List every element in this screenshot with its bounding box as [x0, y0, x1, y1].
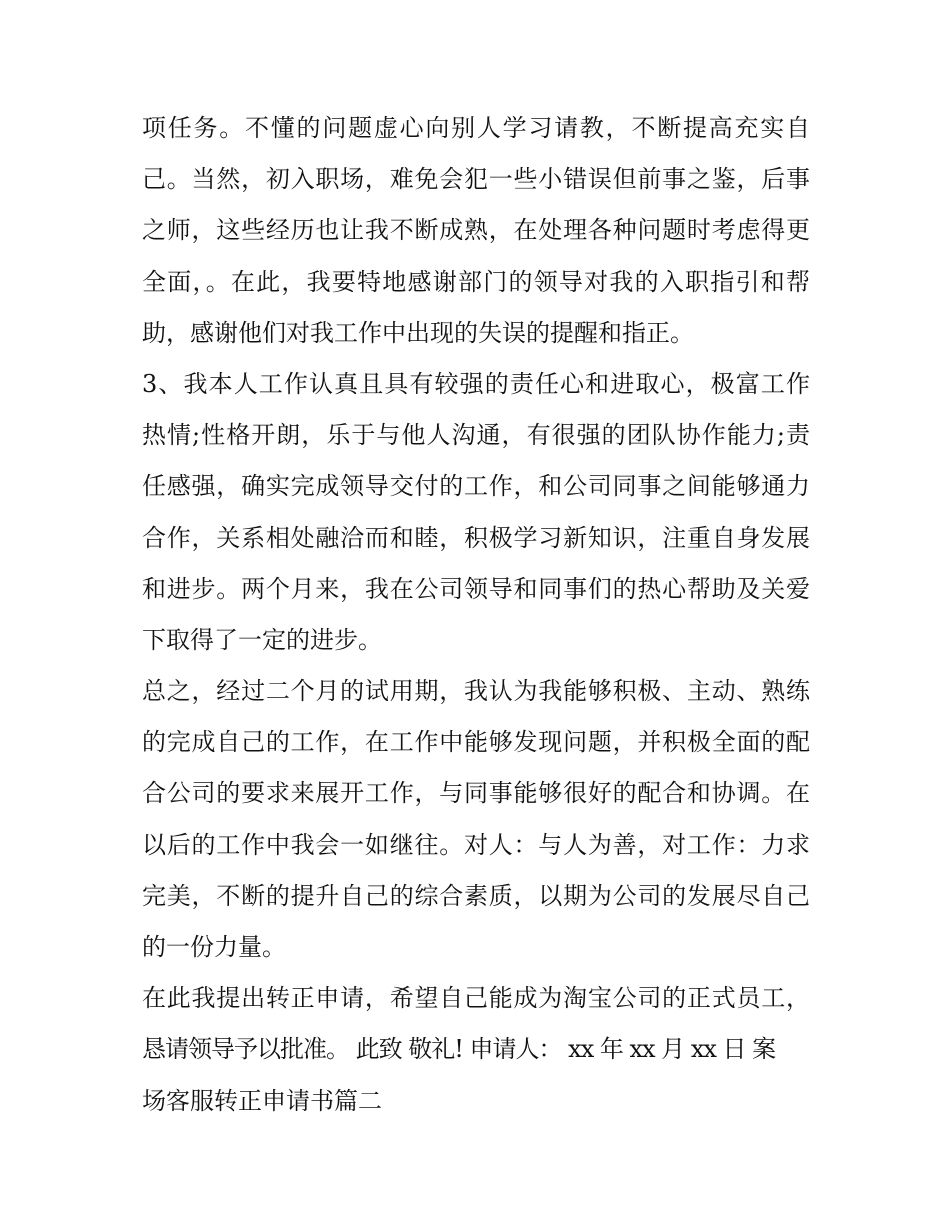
document-body	[142, 103, 810, 1127]
text-line: 项任务。不懂的问题虚心向别人学习请教，不断提高充实自	[142, 114, 810, 142]
text-line: 总之，经过二个月的试用期，我认为我能够积极、主动、熟练	[142, 677, 810, 706]
text-line: 任感强，确实完成领导交付的工作，和公司同事之间能够通力	[142, 472, 810, 501]
text-line: 完美，不断的提升自己的综合素质，以期为公司的发展尽自己	[142, 881, 810, 910]
text-line: 在此我提出转正申请，希望自己能成为淘宝公司的正式员工，	[142, 984, 810, 1013]
text-line: 3、我本人工作认真且具有较强的责任心和进取心，极富工作	[142, 369, 810, 398]
text-line: 全面，。在此，我要特地感谢部门的领导对我的入职指引和帮	[142, 267, 810, 296]
text-line: 的完成自己的工作，在工作中能够发现问题，并积极全面的配	[142, 728, 810, 757]
text-line: 恳请领导予以批准。 此致 敬礼! 申请人： xx 年 xx 月 xx 日 案	[142, 1035, 776, 1064]
text-line: 场客服转正申请书篇二	[142, 1086, 382, 1115]
text-line: 助，感谢他们对我工作中出现的失误的提醒和指正。	[142, 318, 694, 347]
text-line: 和进步。两个月来，我在公司领导和同事们的热心帮助及关爱	[142, 574, 810, 603]
text-line: 己。当然，初入职场，难免会犯一些小错误但前事之鉴，后事	[142, 165, 810, 194]
text-line: 合作，关系相处融洽而和睦，积极学习新知识，注重自身发展	[142, 523, 810, 552]
text-line: 之师，这些经历也让我不断成熟，在处理各种问题时考虑得更	[142, 216, 810, 245]
text-line: 下取得了一定的进步。	[142, 625, 382, 654]
text-line: 的一份力量。	[142, 933, 286, 961]
text-line: 合公司的要求来展开工作，与同事能够很好的配合和协调。在	[142, 779, 810, 808]
text-line: 以后的工作中我会一如继往。对人：与人为善，对工作：力求	[142, 830, 810, 859]
text-line: 热情;性格开朗，乐于与他人沟通，有很强的团队协作能力;责	[142, 421, 810, 450]
